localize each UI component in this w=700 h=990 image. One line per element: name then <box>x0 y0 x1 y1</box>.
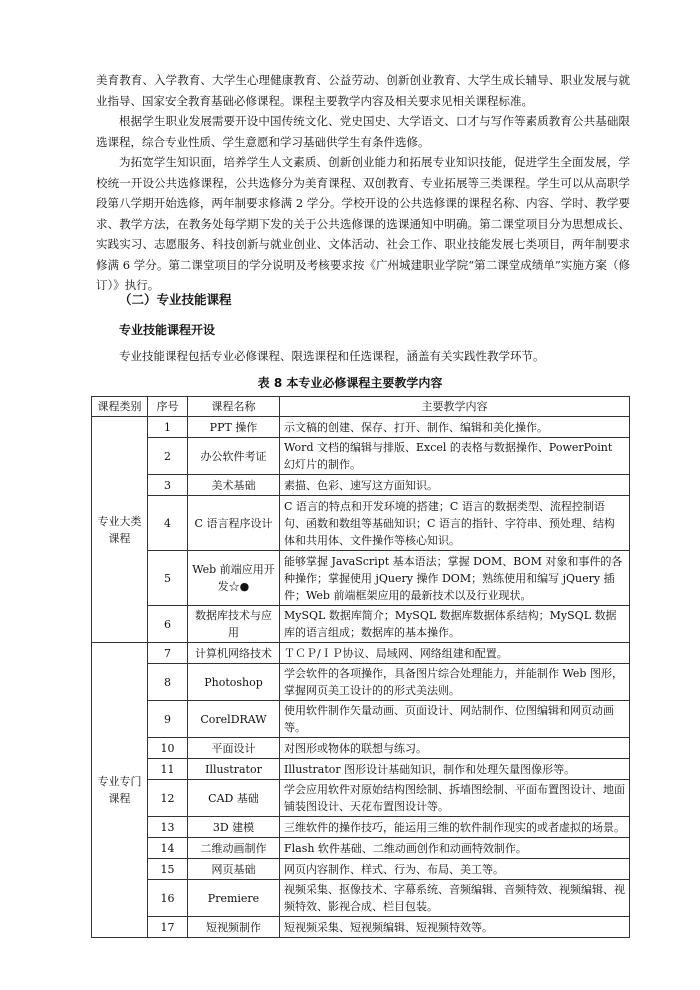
course-content: 三维软件的操作技巧，能运用三维的软件制作现实的或者虚拟的场景。 <box>280 817 630 838</box>
course-name: 计算机网络技术 <box>188 643 280 664</box>
table-row <box>92 917 630 938</box>
course-content: MySQL 数据库简介；MySQL 数据库数据体系结构；MySQL 数据库的语言组成；数据库的基本操作。 <box>280 606 630 643</box>
table-row <box>92 606 630 643</box>
curriculum-table <box>91 396 630 938</box>
course-content: 能够掌握 JavaScript 基本语法；掌握 DOM、BOM 对象和事件的各种操作；掌握使用 jQuery 操作 DOM；熟练使用和编写 jQuery 插件；Web 前端框架应用的最新技术以及行业现状。 <box>280 551 630 606</box>
row-number: 8 <box>148 664 188 701</box>
row-number: 14 <box>148 838 188 859</box>
table-row <box>92 417 630 438</box>
row-number: 2 <box>148 438 188 475</box>
table-row <box>92 664 630 701</box>
course-name: Web 前端应用开发☆● <box>188 551 280 606</box>
section-heading: （二）专业技能课程 <box>119 292 232 307</box>
header-content: 主要教学内容 <box>280 397 630 417</box>
row-number: 15 <box>148 859 188 880</box>
course-name: 平面设计 <box>188 738 280 759</box>
row-number: 13 <box>148 817 188 838</box>
row-number: 7 <box>148 643 188 664</box>
category-cell: 专业大类课程 <box>92 417 148 643</box>
course-name: 办公软件考证 <box>188 438 280 475</box>
table-row <box>92 438 630 475</box>
course-content: 示文稿的创建、保存、打开、制作、编辑和美化操作。 <box>280 417 630 438</box>
row-number: 3 <box>148 475 188 496</box>
course-name: 网页基础 <box>188 859 280 880</box>
paragraph-2: 根据学生职业发展需要开设中国传统文化、党史国史、大学语文、口才与写作等素质教育公共基础限选课程，综合专业性质、学生意愿和学习基础供学生有条件选修。 <box>96 114 630 149</box>
course-content: 使用软件制作矢量动画、页面设计、网站制作、位图编辑和网页动画等。 <box>280 701 630 738</box>
row-number: 17 <box>148 917 188 938</box>
course-name: 美术基础 <box>188 475 280 496</box>
header-course-name: 课程名称 <box>188 397 280 417</box>
table-header-row <box>92 397 630 417</box>
table-row <box>92 701 630 738</box>
row-number: 10 <box>148 738 188 759</box>
course-content: Flash 软件基础、二维动画创作和动画特效制作。 <box>280 838 630 859</box>
row-number: 12 <box>148 780 188 817</box>
course-name: 短视频制作 <box>188 917 280 938</box>
course-content: Word 文档的编辑与排版、Excel 的表格与数据操作、PowerPoint 幻灯片的制作。 <box>280 438 630 475</box>
course-content: 对图形或物体的联想与练习。 <box>280 738 630 759</box>
row-number: 11 <box>148 759 188 780</box>
course-content: 学会应用软件对原始结构图绘制、拆墙图绘制、平面布置图设计、地面铺装图设计、天花布置图设计等。 <box>280 780 630 817</box>
row-number: 5 <box>148 551 188 606</box>
course-name: Illustrator <box>188 759 280 780</box>
course-name: Photoshop <box>188 664 280 701</box>
course-name: CAD 基础 <box>188 780 280 817</box>
table-row <box>92 738 630 759</box>
course-name: 数据库技术与应用 <box>188 606 280 643</box>
paragraph-3: 为拓宽学生知识面，培养学生人文素质、创新创业能力和拓展专业知识技能，促进学生全面发展，学校统一开设公共选修课程，公共选修分为美育课程、双创教育、专业拓展等三类课程。学生可以从高职学段第八学期开始选修，两年制要求修满 2 学分。学校开设的公共选修课的课程名称、内容、学时、教学要求、教学方法，在教务处每学期下发的关于公共选修课的选课通知中明确。第二课堂项目分为思想成长、实践实习、志愿服务、科技创新与就业创业、文体活动、社会工作、职业技能发展七类项目，两年制要求修满 6 学分。第二课堂项目的学分说明及考核要求按《广州城建职业学院“第二课堂成绩单”实施方案（修订）》执行。 <box>96 155 630 292</box>
course-name: CorelDRAW <box>188 701 280 738</box>
table-row <box>92 551 630 606</box>
row-number: 6 <box>148 606 188 643</box>
course-content: 素描、色彩、速写这方面知识。 <box>280 475 630 496</box>
course-name: C 语言程序设计 <box>188 496 280 551</box>
course-name: 3D 建模 <box>188 817 280 838</box>
intro-paragraph: 专业技能课程包括专业必修课程、限选课程和任选课程，涵盖有关实践性教学环节。 <box>119 349 545 363</box>
table-row <box>92 817 630 838</box>
subsection-heading: 专业技能课程开设 <box>119 323 216 337</box>
course-content: 网页内容制作、样式、行为、布局、美工等。 <box>280 859 630 880</box>
course-name: PPT 操作 <box>188 417 280 438</box>
paragraph-1: 美育教育、入学教育、大学生心理健康教育、公益劳动、创新创业教育、大学生成长辅导、职业发展与就业指导、国家安全教育基础必修课程。课程主要教学内容及相关要求见相关课程标准。 <box>96 73 630 108</box>
course-name: 二维动画制作 <box>188 838 280 859</box>
course-content: Illustrator 图形设计基础知识，制作和处理矢量图像形等。 <box>280 759 630 780</box>
course-content: 短视频采集、短视频编辑、短视频特效等。 <box>280 917 630 938</box>
row-number: 4 <box>148 496 188 551</box>
course-name: Premiere <box>188 880 280 917</box>
table-row <box>92 880 630 917</box>
table-caption: 表 8 本专业必修课程主要教学内容 <box>257 376 443 390</box>
table-row <box>92 859 630 880</box>
course-content: 视频采集、抠像技术、字幕系统、音频编辑、音频特效、视频编辑、视频特效、影视合成、栏目包装。 <box>280 880 630 917</box>
table-row <box>92 643 630 664</box>
table-row <box>92 838 630 859</box>
header-number: 序号 <box>148 397 188 417</box>
row-number: 9 <box>148 701 188 738</box>
table-row <box>92 780 630 817</box>
course-content: C 语言的特点和开发环境的搭建；C 语言的数据类型、流程控制语句、函数和数组等基础知识；C 语言的指针、字符串、预处理、结构体和共用体、文件操作等核心知识。 <box>280 496 630 551</box>
course-content: 学会软件的各项操作，具备图片综合处理能力，并能制作 Web 图形，掌握网页美工设计的的形式美法则。 <box>280 664 630 701</box>
header-category: 课程类别 <box>92 397 148 417</box>
row-number: 1 <box>148 417 188 438</box>
row-number: 16 <box>148 880 188 917</box>
category-cell: 专业专门课程 <box>92 643 148 938</box>
table-row <box>92 496 630 551</box>
table-row <box>92 759 630 780</box>
table-row <box>92 475 630 496</box>
course-content: ＴＣＰ/ＩＰ协议、局域网、网络组建和配置。 <box>280 643 630 664</box>
